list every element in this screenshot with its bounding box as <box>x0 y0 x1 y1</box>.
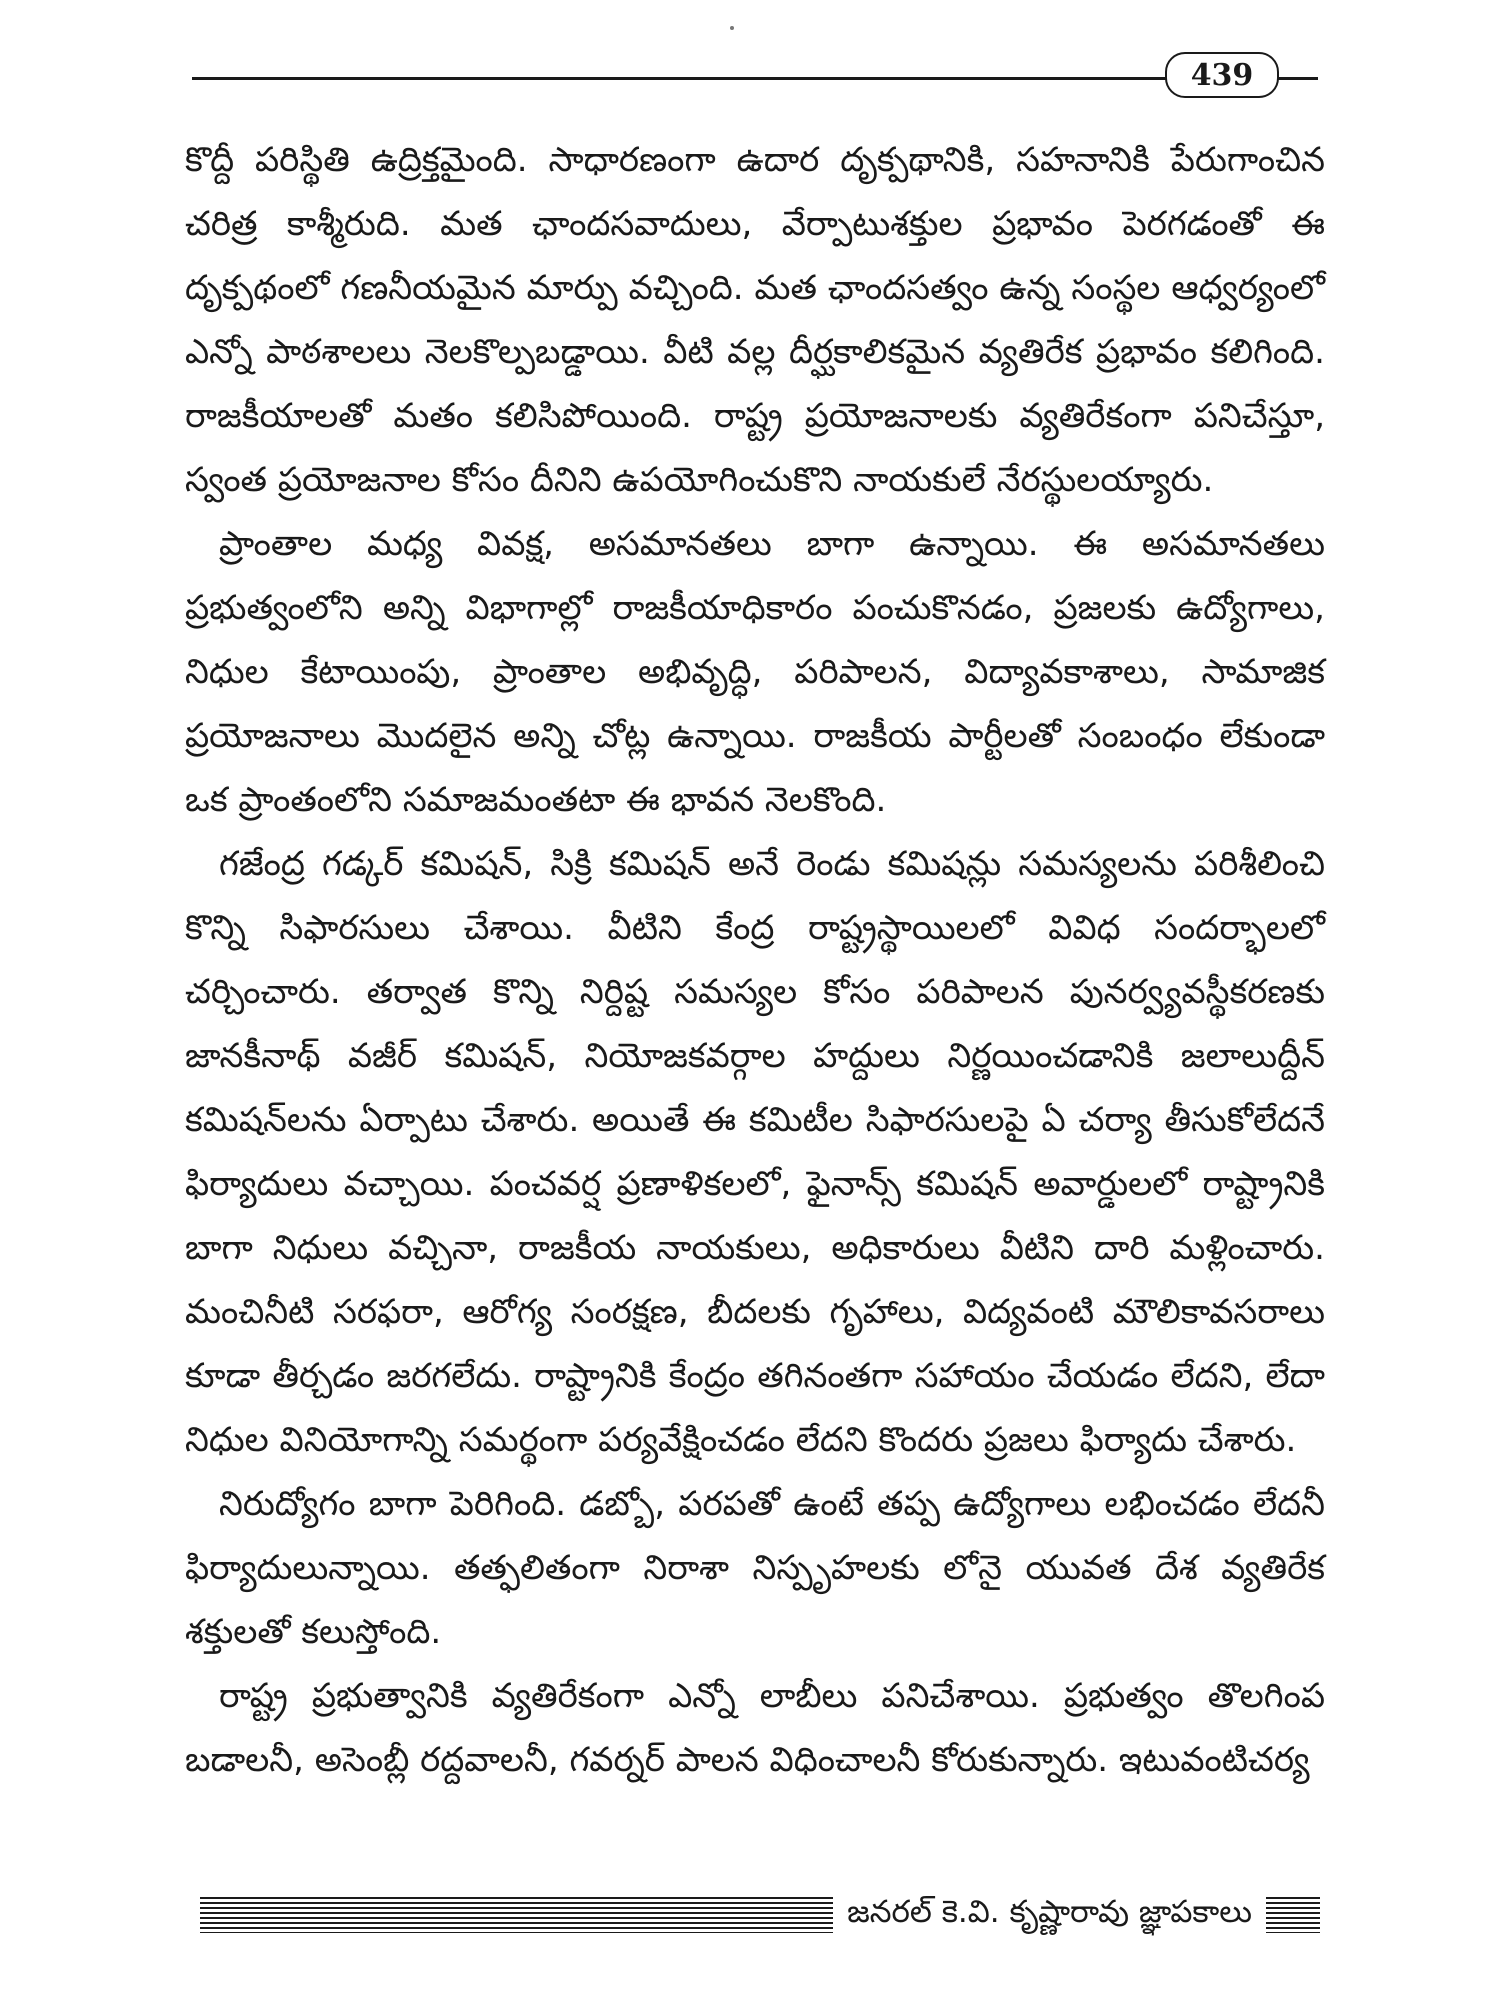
print-speck <box>730 26 734 30</box>
paragraph-3: గజేంద్ర గడ్కర్ కమిషన్, సిక్రి కమిషన్ అనే రెండు కమిషన్లు సమస్యలను పరిశీలించి కొన్ని సిఫారసులు చేశాయి. వీటిని కేంద్ర రాష్ట్రస్థాయిలలో వివిధ సందర్భాలలో చర్చించారు. తర్వాత కొన్ని నిర్దిష్ట సమస్యల కోసం పరిపాలన పునర్వ్యవస్థీకరణకు జానకీనాథ్ వజీర్ కమిషన్, నియోజకవర్గాల హద్దులు నిర్ణయించడానికి జలాలుద్దీన్ కమిషన్‌లను ఏర్పాటు చేశారు. అయితే ఈ కమిటీల సిఫారసులపై ఏ చర్యా తీసుకోలేదనే ఫిర్యాదులు వచ్చాయి. పంచవర్ష ప్రణాళికలలో, ఫైనాన్స్ కమిషన్ అవార్డులలో రాష్ట్రానికి బాగా నిధులు వచ్చినా, రాజకీయ నాయకులు, అధికారులు వీటిని దారి మళ్లించారు. మంచినీటి సరఫరా, ఆరోగ్య సంరక్షణ, బీదలకు గృహాలు, విద్యవంటి మౌలికావసరాలు కూడా తీర్చడం జరగలేదు. రాష్ట్రానికి కేంద్రం తగినంతగా సహాయం చేయడం లేదని, లేదా నిధుల వినియోగాన్ని సమర్థంగా పర్యవేక్షించడం లేదని కొందరు ప్రజలు ఫిర్యాదు చేశారు. <box>185 844 1325 1460</box>
paragraph-4: నిరుద్యోగం బాగా పెరిగింది. డబ్బో, పరపతో ఉంటే తప్ప ఉద్యోగాలు లభించడం లేదనీ ఫిర్యాదులున్నాయి. తత్ఫలితంగా నిరాశా నిస్పృహలకు లోనై యువత దేశ వ్యతిరేక శక్తులతో కలుస్తోంది. <box>185 1484 1325 1652</box>
paragraph-2: ప్రాంతాల మధ్య వివక్ష, అసమానతలు బాగా ఉన్నాయి. ఈ అసమానతలు ప్రభుత్వంలోని అన్ని విభాగాల్లో రాజకీయాధికారం పంచుకొనడం, ప్రజలకు ఉద్యోగాలు, నిధుల కేటాయింపు, ప్రాంతాల అభివృద్ధి, పరిపాలన, విద్యావకాశాలు, సామాజిక ప్రయోజనాలు మొదలైన అన్ని చోట్ల ఉన్నాయి. రాజకీయ పార్టీలతో సంబంధం లేకుండా ఒక ప్రాంతంలోని సమాజమంతటా ఈ భావన నెలకొంది. <box>185 524 1325 820</box>
footer-rule-right <box>1266 1897 1320 1933</box>
footer-book-title: జనరల్ కె.వి. కృష్ణారావు జ్ఞాపకాలు <box>847 1893 1252 1930</box>
footer-rule-left <box>200 1897 833 1933</box>
paragraph-1: కొద్దీ పరిస్థితి ఉద్రిక్తమైంది. సాధారణంగా ఉదార దృక్పథానికి, సహనానికి పేరుగాంచిన చరిత్ర కాశ్మీరుది. మత ఛాందసవాదులు, వేర్పాటుశక్తుల ప్రభావం పెరగడంతో ఈ దృక్పథంలో గణనీయమైన మార్పు వచ్చింది. మత ఛాందసత్వం ఉన్న సంస్థల ఆధ్వర్యంలో ఎన్నో పాఠశాలలు నెలకొల్పబడ్డాయి. వీటి వల్ల దీర్ఘకాలికమైన వ్యతిరేక ప్రభావం కలిగింది. రాజకీయాలతో మతం కలిసిపోయింది. రాష్ట్ర ప్రయోజనాలకు వ్యతిరేకంగా పనిచేస్తూ, స్వంత ప్రయోజనాల కోసం దీనిని ఉపయోగించుకొని నాయకులే నేరస్థులయ్యారు. <box>185 140 1325 500</box>
body-text <box>185 128 1325 1792</box>
page-number: 439 <box>1165 52 1279 98</box>
header-rule <box>192 77 1318 80</box>
running-footer <box>200 1892 1320 1938</box>
paragraph-5: రాష్ట్ర ప్రభుత్వానికి వ్యతిరేకంగా ఎన్నో లాబీలు పనిచేశాయి. ప్రభుత్వం తొలగింప బడాలనీ, అసెంబ్లీ రద్దవాలనీ, గవర్నర్ పాలన విధించాలనీ కోరుకున్నారు. ఇటువంటిచర్య <box>185 1676 1325 1780</box>
